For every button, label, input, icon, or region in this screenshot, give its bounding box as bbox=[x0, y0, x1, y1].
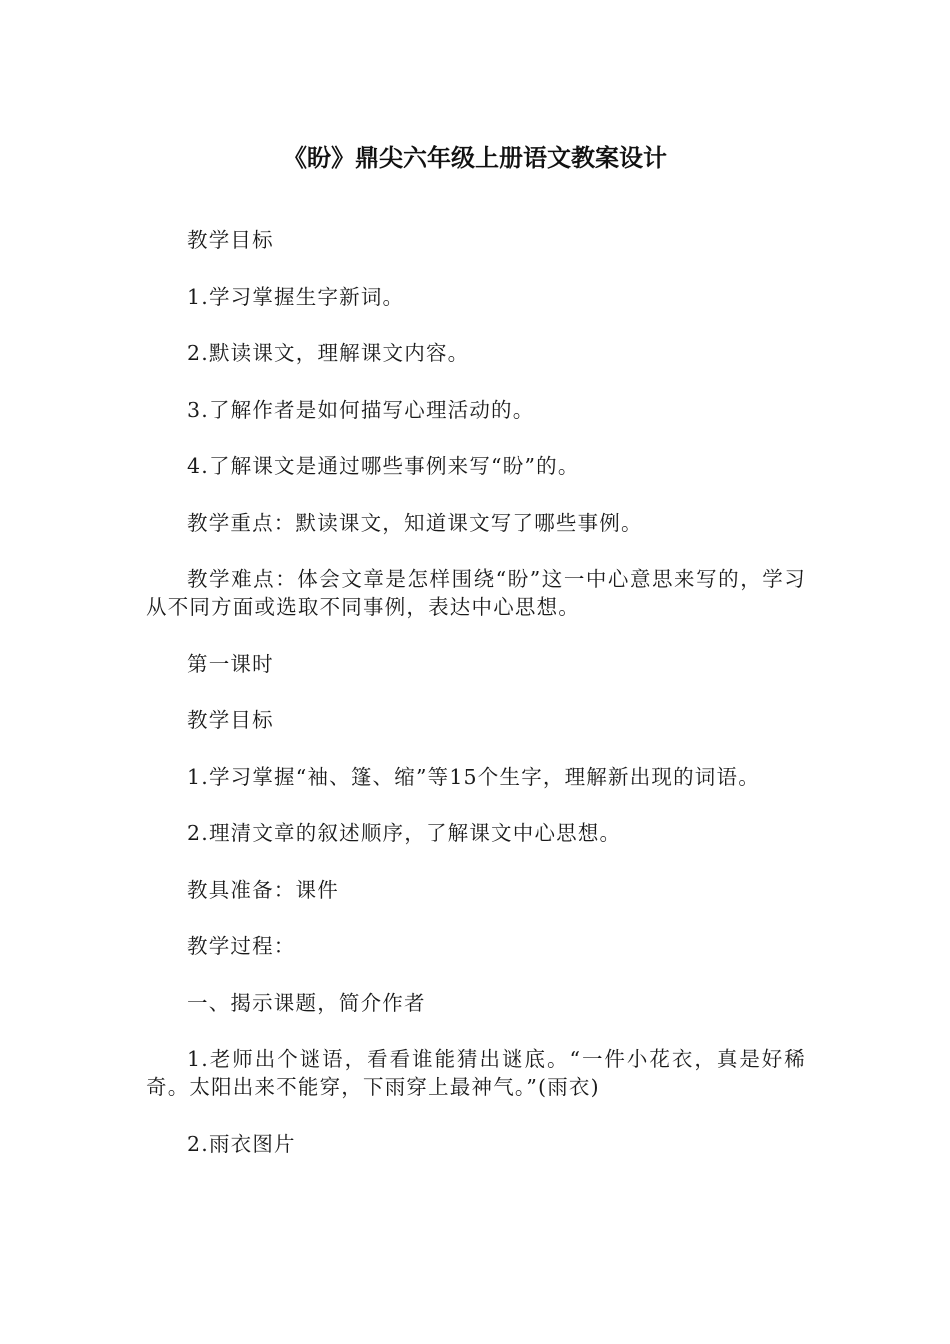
paragraph: 1.老师出个谜语，看看谁能猜出谜底。“一件小花衣，真是好稀奇。太阳出来不能穿，下雨穿上最神气。”(雨衣) bbox=[146, 1047, 806, 1099]
paragraph: 2.雨衣图片 bbox=[187, 1131, 296, 1156]
paragraph: 教学目标 bbox=[187, 708, 274, 732]
document-title: 《盼》鼎尖六年级上册语文教案设计 bbox=[283, 144, 667, 172]
paragraph: 2.理清文章的叙述顺序，了解课文中心思想。 bbox=[187, 821, 622, 845]
paragraph: 1.学习掌握生字新词。 bbox=[187, 284, 405, 309]
paragraph: 教学难点：体会文章是怎样围绕“盼”这一中心意思来写的，学习从不同方面或选取不同事例，表达中心思想。 bbox=[146, 567, 806, 619]
paragraph: 3.了解作者是如何描写心理活动的。 bbox=[187, 397, 535, 422]
paragraph: 2.默读课文，理解课文内容。 bbox=[187, 341, 470, 365]
paragraph: 教学过程： bbox=[187, 934, 296, 958]
paragraph: 教具准备：课件 bbox=[187, 877, 339, 902]
document-body bbox=[146, 226, 806, 1186]
paragraph: 第一课时 bbox=[187, 651, 274, 676]
paragraph: 教学重点：默读课文，知道课文写了哪些事例。 bbox=[187, 510, 643, 535]
paragraph: 1.学习掌握“袖、篷、缩”等15个生字，理解新出现的词语。 bbox=[187, 764, 760, 789]
paragraph: 一、揭示课题，简介作者 bbox=[187, 990, 426, 1015]
paragraph: 教学目标 bbox=[187, 228, 274, 252]
paragraph: 4.了解课文是通过哪些事例来写“盼”的。 bbox=[187, 454, 580, 478]
